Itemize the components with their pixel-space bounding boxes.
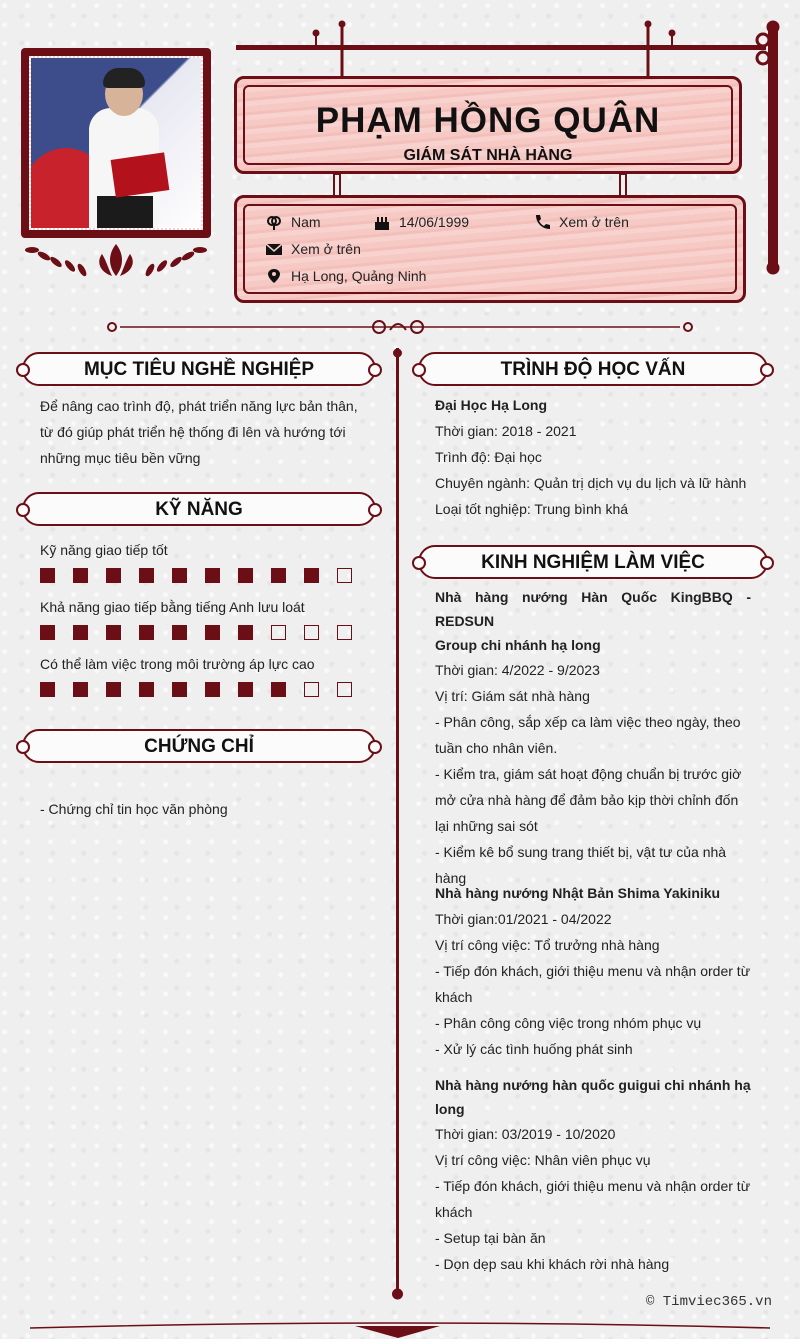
skill-square-filled xyxy=(40,682,55,697)
skill-label: Kỹ năng giao tiếp tốt xyxy=(40,542,168,558)
email-value: Xem ở trên xyxy=(291,241,361,257)
skill-square-filled xyxy=(238,625,253,640)
skill-square-empty xyxy=(337,682,352,697)
candidate-name: PHẠM HỒNG QUÂN xyxy=(315,101,661,140)
gender-value: Nam xyxy=(291,214,321,230)
phone-value: Xem ở trên xyxy=(559,214,629,230)
skill-square-filled xyxy=(205,568,220,583)
skill-square-filled xyxy=(172,568,187,583)
education-details: Đại Học Hạ Long Thời gian: 2018 - 2021 Trình độ: Đại học Chuyên ngành: Quản trị dịch vụ du lịch và lữ hành Loại tốt nghiệp: Trung bình khá xyxy=(435,392,751,522)
address-item xyxy=(265,268,426,284)
birthday-item xyxy=(373,214,469,230)
skill-square-filled xyxy=(73,625,88,640)
skill-square-filled xyxy=(172,625,187,640)
job-title: GIÁM SÁT NHÀ HÀNG xyxy=(403,147,573,164)
objective-heading: MỤC TIÊU NGHỀ NGHIỆP xyxy=(22,352,376,386)
cake-icon xyxy=(373,214,391,230)
skill-square-filled xyxy=(106,568,121,583)
skill-rating xyxy=(40,625,352,640)
skill-square-filled xyxy=(40,568,55,583)
skill-square-filled xyxy=(73,682,88,697)
skill-rating xyxy=(40,682,352,697)
skill-square-empty xyxy=(304,625,319,640)
skill-square-filled xyxy=(139,568,154,583)
skill-square-filled xyxy=(40,625,55,640)
skill-square-empty xyxy=(337,625,352,640)
skill-square-filled xyxy=(139,682,154,697)
skill-square-filled xyxy=(271,682,286,697)
skill-square-filled xyxy=(271,568,286,583)
email-item xyxy=(265,241,361,257)
education-heading: TRÌNH ĐỘ HỌC VẤN xyxy=(418,352,768,386)
email-icon xyxy=(265,241,283,257)
school-name: Đại Học Hạ Long xyxy=(435,397,548,413)
certificates-heading: CHỨNG CHỈ xyxy=(22,729,376,763)
skill-square-filled xyxy=(73,568,88,583)
skill-square-filled xyxy=(304,568,319,583)
skill-square-filled xyxy=(205,625,220,640)
phone-icon xyxy=(533,214,551,230)
skill-square-filled xyxy=(139,625,154,640)
skill-square-filled xyxy=(238,682,253,697)
objective-text: Để nâng cao trình độ, phát triển năng lực bản thân, từ đó giúp phát triển hệ thống đi lên và hướng tới những mục tiêu bền vững xyxy=(40,398,358,466)
location-pin-icon xyxy=(265,268,283,284)
laurel-ornament xyxy=(22,240,210,280)
avatar xyxy=(29,56,203,230)
job-entry: Nhà hàng nướng Hàn Quốc KingBBQ - REDSUN Group chi nhánh hạ long Thời gian: 4/2022 - 9/2023 Vị trí: Giám sát nhà hàng - Phân công, sắp xếp ca làm việc theo ngày, theo tuần cho nhân viên. - Kiểm tra, giám sát hoạt động chuẩn bị trước giờ mở cửa nhà hàng để đảm bảo kịp thời chỉnh đốn lại những sai sót - Kiểm kê bổ sung trang thiết bị, vật tư của nhà hàng xyxy=(435,589,751,886)
skill-square-empty xyxy=(271,625,286,640)
phone-item xyxy=(533,214,629,230)
certificate-item: - Chứng chỉ tin học văn phòng xyxy=(40,801,228,817)
job-entry: Nhà hàng nướng hàn quốc guigui chi nhánh hạ long Thời gian: 03/2019 - 10/2020 Vị trí công việc: Nhân viên phục vụ - Tiếp đón khách, giới thiệu menu và nhận order từ khách - Setup tại bàn ăn - Dọn dẹp sau khi khách rời nhà hàng xyxy=(435,1077,751,1272)
skill-square-filled xyxy=(106,625,121,640)
skill-square-empty xyxy=(337,568,352,583)
skill-rating xyxy=(40,568,352,583)
footer-credit: © Timviec365.vn xyxy=(645,1294,772,1310)
address-value: Hạ Long, Quảng Ninh xyxy=(291,268,427,284)
skill-square-filled xyxy=(106,682,121,697)
gender-icon xyxy=(265,214,283,230)
avatar-frame xyxy=(21,48,211,238)
skill-label: Có thể làm việc trong môi trường áp lực cao xyxy=(40,656,315,672)
birthday-value: 14/06/1999 xyxy=(399,214,470,230)
skills-heading: KỸ NĂNG xyxy=(22,492,376,526)
skill-label: Khả năng giao tiếp bằng tiếng Anh lưu loát xyxy=(40,599,305,615)
experience-heading: KINH NGHIỆM LÀM VIỆC xyxy=(418,545,768,579)
skill-square-filled xyxy=(172,682,187,697)
name-banner xyxy=(234,76,742,174)
gender-item xyxy=(265,214,321,230)
contact-info-box xyxy=(234,195,746,303)
job-entry: Nhà hàng nướng Nhật Bản Shima Yakiniku Thời gian:01/2021 - 04/2022 Vị trí công việc: Tổ trưởng nhà hàng - Tiếp đón khách, giới thiệu menu và nhận order từ khách - Phân công công việc trong nhóm phục vụ - Xử lý các tình huống phát sinh xyxy=(435,885,751,1057)
skill-square-filled xyxy=(238,568,253,583)
skill-square-empty xyxy=(304,682,319,697)
skill-square-filled xyxy=(205,682,220,697)
